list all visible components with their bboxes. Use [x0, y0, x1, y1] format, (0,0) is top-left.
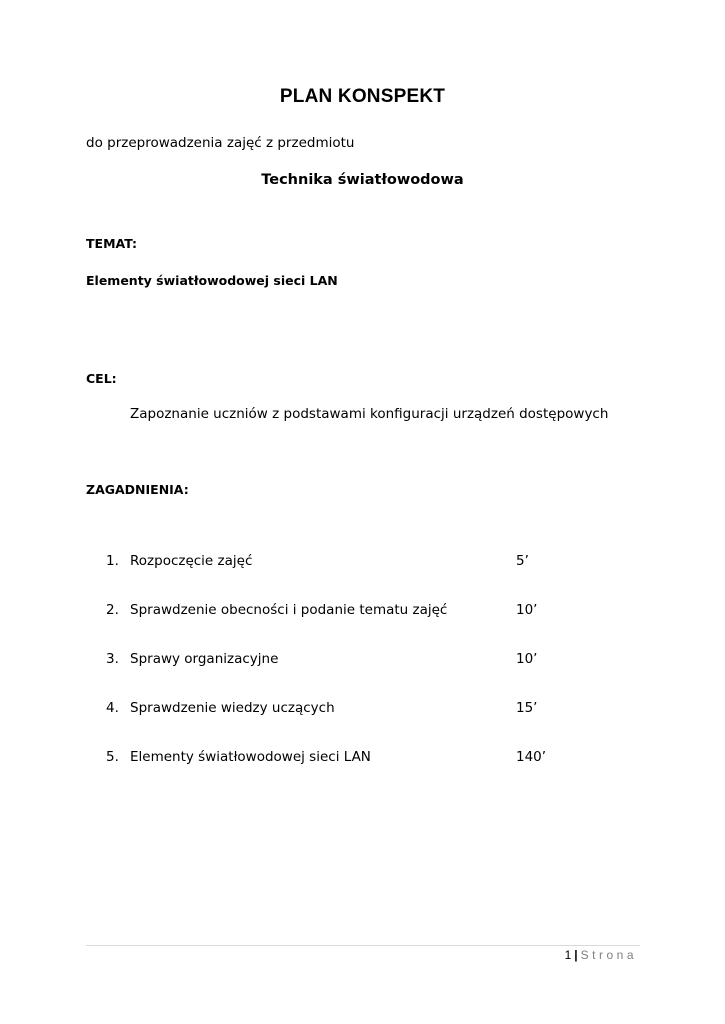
footer-separator: | — [574, 948, 578, 962]
list-item-text: Elementy światłowodowej sieci LAN — [130, 749, 371, 765]
list-item — [0, 651, 725, 671]
document-title: PLAN KONSPEKT — [279, 86, 446, 107]
list-item-number: 2. — [106, 602, 119, 618]
subject-title: Technika światłowodowa — [261, 172, 464, 188]
list-item — [0, 553, 725, 573]
list-item-number: 3. — [106, 651, 119, 667]
cel-text: Zapoznanie uczniów z podstawami konfiguracji urządzeń dostępowych — [130, 406, 609, 422]
list-item-duration: 15’ — [516, 700, 538, 716]
list-item-text: Sprawy organizacyjne — [130, 651, 279, 667]
list-item-number: 1. — [106, 553, 119, 569]
list-item-number: 5. — [106, 749, 119, 765]
zagadnienia-label: ZAGADNIENIA: — [86, 482, 189, 497]
page-number: 1 — [564, 948, 572, 962]
page-footer — [565, 948, 637, 962]
intro-text: do przeprowadzenia zajęć z przedmiotu — [86, 135, 355, 151]
list-item-text: Sprawdzenie wiedzy uczących — [130, 700, 335, 716]
list-item — [0, 602, 725, 622]
list-item-duration: 10’ — [516, 651, 538, 667]
list-item-duration: 10’ — [516, 602, 538, 618]
temat-value: Elementy światłowodowej sieci LAN — [86, 273, 338, 288]
temat-label: TEMAT: — [86, 236, 138, 251]
list-item-duration: 140’ — [516, 749, 547, 765]
list-item-number: 4. — [106, 700, 119, 716]
list-item — [0, 700, 725, 720]
footer-divider — [86, 945, 640, 946]
list-item-text: Sprawdzenie obecności i podanie tematu zajęć — [130, 602, 448, 618]
cel-label: CEL: — [86, 371, 117, 386]
list-item-text: Rozpoczęcie zajęć — [130, 553, 253, 569]
footer-page-word: Strona — [580, 948, 637, 962]
list-item — [0, 749, 725, 769]
list-item-duration: 5’ — [516, 553, 529, 569]
